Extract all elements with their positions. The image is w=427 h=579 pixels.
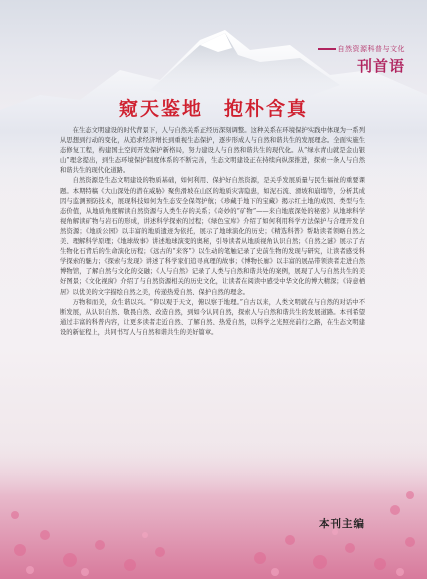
masthead-subtitle-text: 自然资源科普与文化 [337,45,405,53]
masthead-bar [318,48,336,50]
masthead [318,44,406,76]
masthead-title: 刊首语 [356,57,405,75]
paragraph-1: 在生态文明建设的时代背景下，人与自然关系正经历深刻调整。这种关系在环境保护实践中体现为一系列从思想到行动的变化，从追求经济增长到重视生态保护，逐步形成人与自然和谐共生的发展理念。全面实施生态修复工程，构建国土空间开发保护新格局，努力建设人与自然和谐共生的现代化。从“绿水青山就是金山银山”理念提出，到生态环境保护制度体系的不断完善，生态文明建设正在持续向纵深推进，探索一条人与自然和谐共生的现代化道路。 [60,127,365,175]
masthead-subtitle [318,44,406,54]
signature: 本刊主编 [319,518,365,530]
article-body [60,126,365,338]
paragraph-2: 自然资源是生态文明建设的物质基础，如何利用、保护好自然资源，是关乎发展质量与民生福祉的重要课题。本期特稿《大山深处的潜在威胁》聚焦滑坡在山区的地质灾害隐患，如泥石流、滑坡和崩塌等，分析其成因与监测预防技术，展现科技如何为生态安全保驾护航；《珍藏于地下的宝藏》揭示红土地的成因、类型与生态价值，从地质角度解读自然资源与人类生存的关系；《奇妙的“矿物”——来自地底深处的秘密》从地球科学视角解读矿物与岩石的形成，讲述科学探索的过程；《绿色宝库》介绍了如何利用科学方法保护与合理开发自然资源；《地质公园》以丰富的地质遗迹为依托，展示了地球演化的历史；《精选科普》帮助读者领略自然之美、理解科学原理；《地球故事》讲述地球演变的奥秘，引导读者从地质视角认识自然；《自然之谜》展示了古生物化石背后的生命演化历程；《远古的“来客”》以生动的笔触记录了史前生物的发现与研究，让读者感受科学探索的魅力；《探索与发现》讲述了科学家们追寻真理的故事；《博物长廊》以丰富的展品带领读者走进自然博物馆，了解自然与文化的交融；《人与自然》记录了人类与自然和谐共处的案例，展现了人与自然共生的美好图景；《文化视窗》介绍了与自然资源相关的历史文化，让读者在阅读中感受中华文化的博大精深；《诗意栖居》以优美的文字描绘自然之美，传递热爱自然、保护自然的理念。 [60,177,365,296]
paragraph-3: 万物和而美，众生谐以兴。“仰以观于天文，俯以察于地理。”自古以来，人类文明就在与自然的对话中不断发展，从认识自然、敬畏自然、改造自然，到如今认同自然，探索人与自然和谐共生的发展道路。本刊希望通过丰富的科普内容，让更多读者走近自然、了解自然、热爱自然，以科学之光照亮前行之路，在生态文明建设的新征程上，共同书写人与自然和谐共生的美好篇章。 [60,298,365,336]
article-title: 窥天鉴地 抱朴含真 [118,98,308,120]
